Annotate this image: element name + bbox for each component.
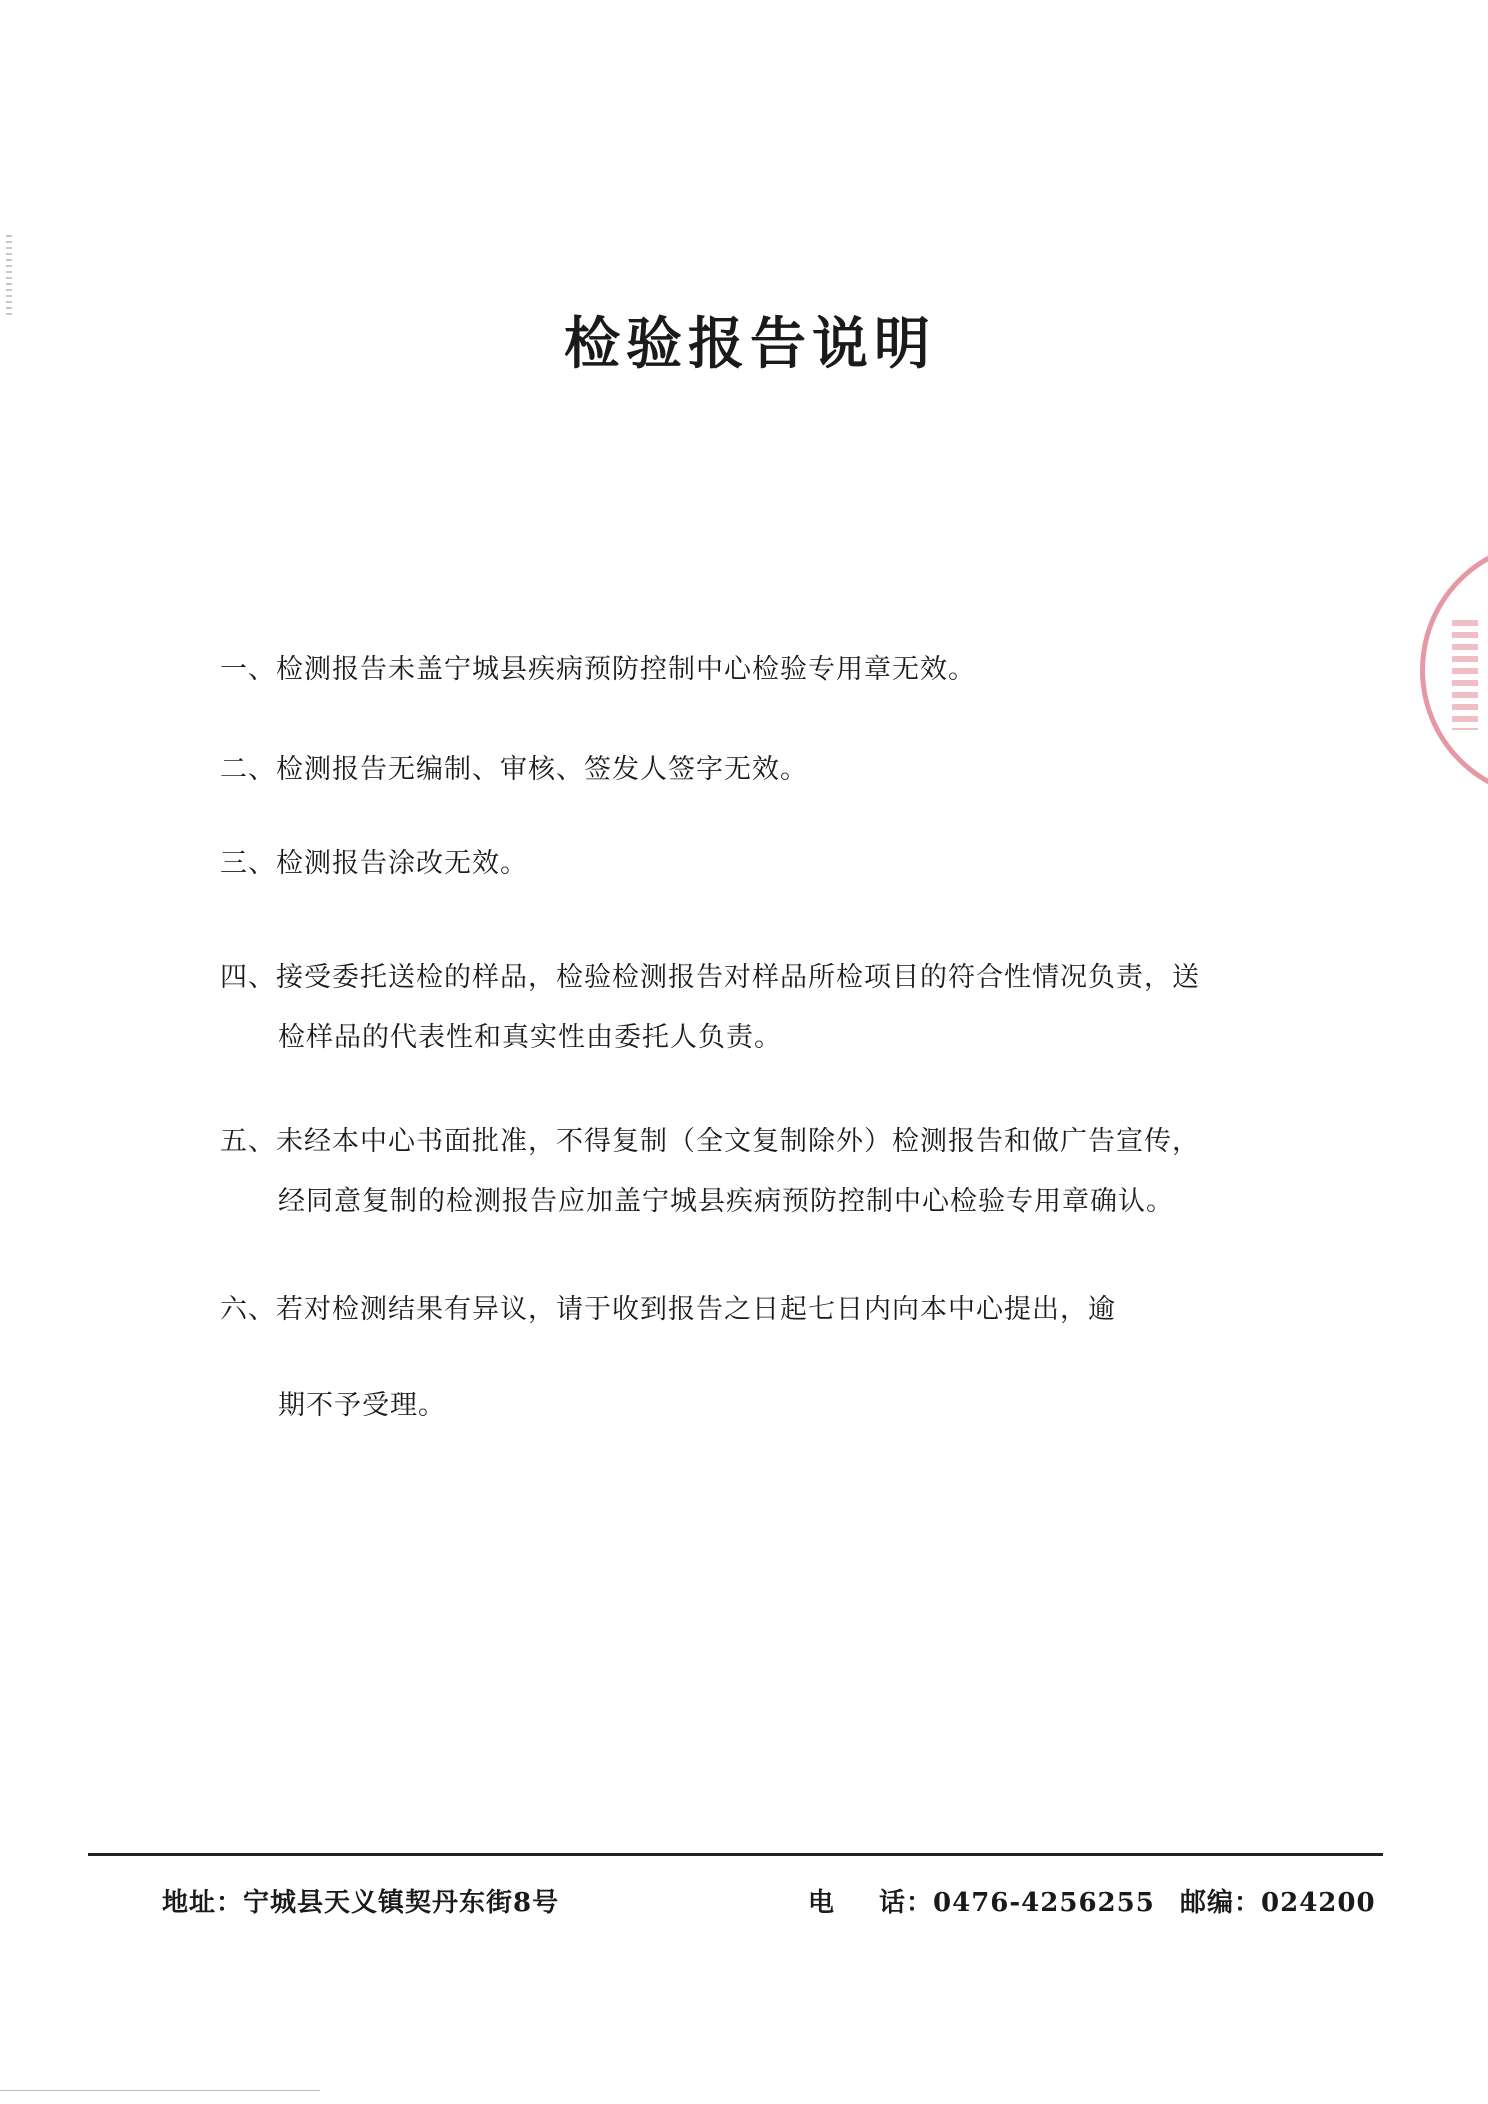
clause-number: 五、 (220, 1126, 276, 1157)
tel-label-first: 电 (808, 1888, 836, 1918)
footer-divider (88, 1853, 1383, 1856)
zip-label: 邮编： (1180, 1888, 1262, 1918)
clause-text: 若对检测结果有异议，请于收到报告之日起七日内向本中心提出，逾 (276, 1294, 1116, 1325)
clause-text: 接受委托送检的样品，检验检测报告对样品所检项目的符合性情况负责，送 (276, 962, 1200, 993)
clause-text: 检测报告无编制、审核、签发人签字无效。 (276, 754, 808, 785)
clause-number: 三、 (220, 848, 276, 879)
clause-3 (220, 834, 1320, 894)
clause-number: 一、 (220, 654, 276, 685)
footer-address (162, 1882, 559, 1919)
tel-label-second: 话： (879, 1888, 934, 1918)
clause-number: 二、 (220, 754, 276, 785)
clause-text: 检测报告未盖宁城县疾病预防控制中心检验专用章无效。 (276, 654, 976, 685)
zip-value: 024200 (1261, 1888, 1376, 1918)
footer-postcode (1180, 1882, 1376, 1919)
clause-6 (220, 1280, 1320, 1436)
clause-number: 六、 (220, 1294, 276, 1325)
clause-continuation: 检样品的代表性和真实性由委托人负责。 (278, 1022, 782, 1053)
tel-value: 0476-4256255 (933, 1888, 1155, 1918)
clause-4 (220, 948, 1320, 1068)
page-title: 检验报告说明 (564, 312, 936, 377)
clause-continuation: 期不予受理。 (278, 1390, 446, 1421)
clause-text: 未经本中心书面批准，不得复制（全文复制除外）检测报告和做广告宣传， (276, 1126, 1200, 1157)
seal-text-marks (1452, 620, 1478, 730)
address-label: 地址： (162, 1888, 244, 1918)
scan-bottom-line (0, 2090, 320, 2091)
clause-2 (220, 740, 1320, 800)
clause-text: 检测报告涂改无效。 (276, 848, 528, 879)
address-value: 宁城县天义镇契丹东街8号 (243, 1888, 560, 1918)
clause-5 (220, 1112, 1320, 1232)
clause-number: 四、 (220, 962, 276, 993)
clause-1 (220, 640, 1320, 700)
clause-continuation: 经同意复制的检测报告应加盖宁城县疾病预防控制中心检验专用章确认。 (278, 1186, 1174, 1217)
footer-telephone (808, 1882, 1155, 1919)
